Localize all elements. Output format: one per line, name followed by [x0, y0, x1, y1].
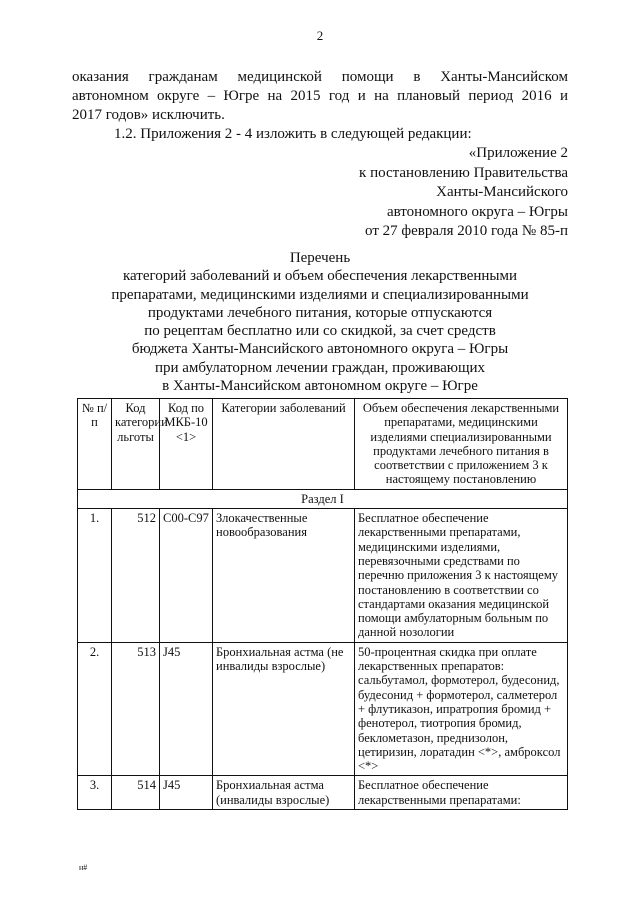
cell-icd-code: J45 — [160, 642, 213, 776]
appendix-line: от 27 февраля 2010 года № 85-п — [365, 223, 568, 239]
cell-num: 2. — [78, 642, 112, 776]
table-header-row — [78, 399, 568, 490]
heading-line: в Ханты-Мансийском автономном округе – Югре — [162, 378, 478, 395]
intro-line: автономном округе – Югре на 2015 год и на плановый период 2016 и — [72, 88, 568, 104]
intro-paragraph — [72, 68, 568, 125]
heading-line: категорий заболеваний и объем обеспечения лекарственными — [122, 268, 518, 285]
item-1-2: 1.2. Приложения 2 - 4 изложить в следующей редакции: — [114, 126, 472, 142]
intro-line: 2017 годов» исключить. — [72, 107, 225, 123]
table-row — [78, 509, 568, 643]
cell-provision: Бесплатное обеспечение лекарственными препаратами, медицинскими изделиями, перевязочными средствами по перечню приложения 3 к настоящему постановлению в соответствии со стандартами оказания медицинской помощи амбулаторным больным по данной нозологии — [355, 509, 568, 643]
cell-benefit-code: 512 — [112, 509, 160, 643]
heading-line: продуктами лечебного питания, которые отпускаются — [147, 304, 493, 321]
heading-title: Перечень — [289, 250, 351, 266]
heading-line: по рецептам бесплатно или со скидкой, за счет средств — [144, 323, 496, 340]
intro-line: оказания гражданам медицинской помощи в Ханты-Мансийском — [72, 69, 568, 85]
table-row — [78, 776, 568, 810]
heading-line: бюджета Ханты-Мансийского автономного округа – Югры — [131, 341, 509, 358]
cell-num: 1. — [78, 509, 112, 643]
section-row — [78, 489, 568, 508]
appendix-line: «Приложение 2 — [468, 145, 568, 161]
document-heading — [72, 249, 568, 395]
appendix-line: автономного округа – Югры — [386, 203, 568, 220]
cell-icd-code: C00-C97 — [160, 509, 213, 643]
table-row — [78, 642, 568, 776]
header-benefit-code: Код категории льготы — [112, 399, 160, 490]
heading-line: препаратами, медицинскими изделиями и специализированными — [111, 286, 529, 303]
cell-icd-code: J45 — [160, 776, 213, 810]
header-provision: Объем обеспечения лекарственными препаратами, медицинскими изделиями специализированными продуктами лечебного питания в соответствии с приложением 3 к настоящему постановлению — [355, 399, 568, 490]
cell-benefit-code: 513 — [112, 642, 160, 776]
cell-num: 3. — [78, 776, 112, 810]
heading-line: при амбулаторном лечении граждан, проживающих — [154, 359, 486, 376]
categories-table — [77, 398, 568, 810]
header-num: № п/п — [78, 399, 112, 490]
cell-category: Бронхиальная астма (не инвалиды взрослые) — [213, 642, 355, 776]
header-icd-code: Код по МКБ-10 <1> — [160, 399, 213, 490]
cell-provision: Бесплатное обеспечение лекарственными препаратами: — [355, 776, 568, 810]
page-number: 2 — [316, 28, 324, 43]
section-title: Раздел I — [78, 489, 568, 508]
appendix-line: к постановлению Правительства — [359, 164, 568, 181]
header-categories: Категории заболеваний — [213, 399, 355, 490]
appendix-line: Ханты-Мансийского — [436, 184, 568, 200]
footnote-mark: н# — [79, 863, 88, 872]
cell-benefit-code: 514 — [112, 776, 160, 810]
cell-category: Злокачественные новообразования — [213, 509, 355, 643]
cell-category: Бронхиальная астма (инвалиды взрослые) — [213, 776, 355, 810]
cell-provision: 50-процентная скидка при оплате лекарственных препаратов: сальбутамол, формотерол, будесонид, будесонид + формотерол, салметерол + флутиказон, ипратропия бромид + фенотерол, тиотропия бромид, беклометазон, преднизолон, цетиризин, лоратадин <*>, амброксол <*> — [355, 642, 568, 776]
appendix-reference — [308, 144, 568, 242]
